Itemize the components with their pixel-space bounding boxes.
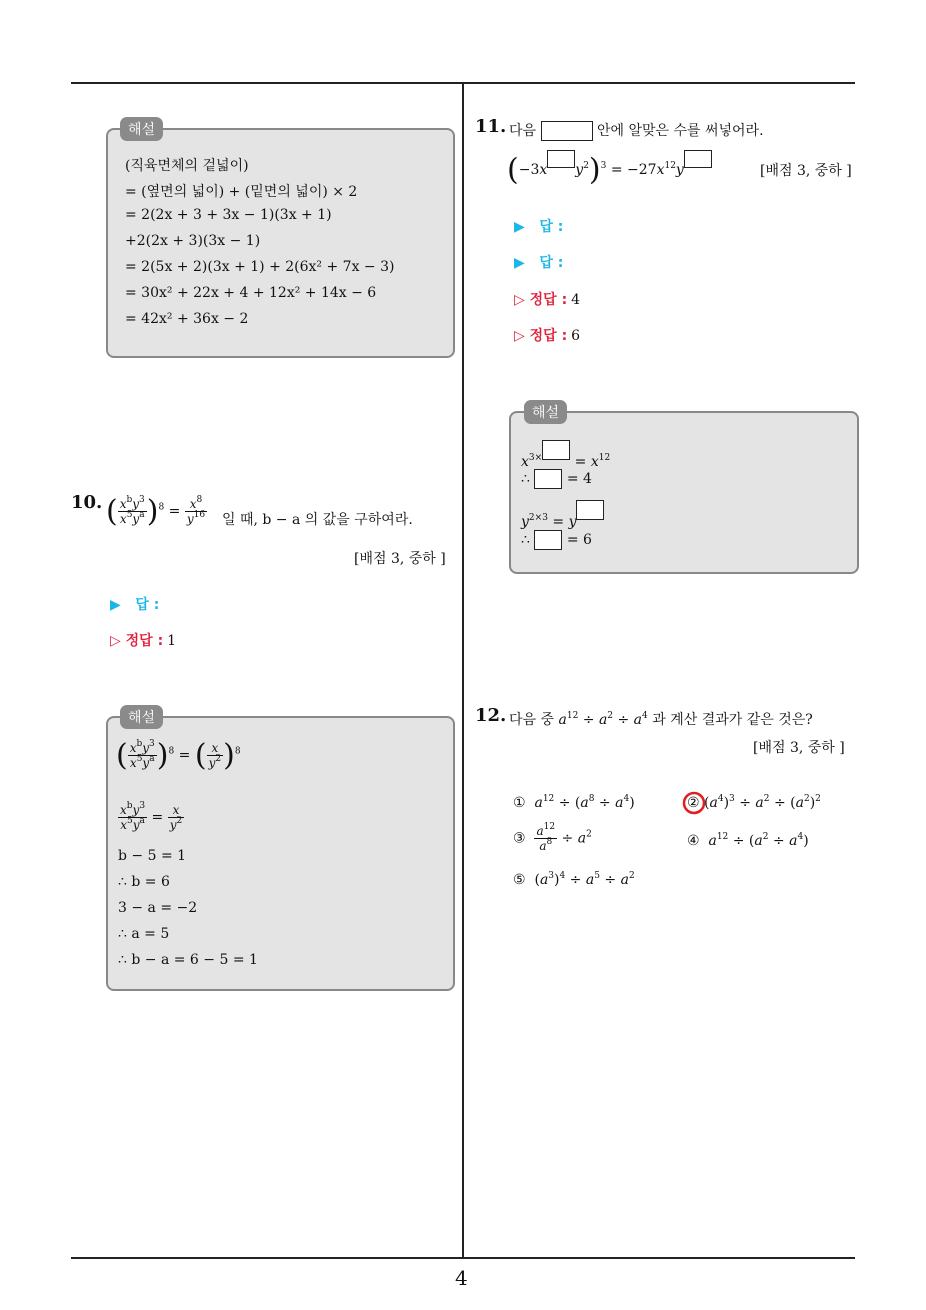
option-marker: ④ (687, 833, 700, 849)
bottom-rule (71, 1257, 855, 1259)
q11-sol-eq3: $y^{2\times 3} = y$ (521, 500, 604, 530)
sol-blank (534, 530, 562, 550)
solution-line: = 30x² + 22x + 4 + 12x² + 14x − 6 (125, 285, 377, 301)
solution-line: +2(2x + 3)(3x − 1) (125, 233, 261, 249)
page-number: 4 (455, 1266, 468, 1290)
option-4[interactable]: ④ $a^{12} \div (a^2 \div a^4)$ (687, 832, 809, 849)
sol-blank (576, 500, 604, 520)
q11-exponent-blank-2[interactable] (684, 150, 712, 168)
q11-correct-row-2: ▷ 정답 : 6 (514, 328, 581, 344)
q10-text: 일 때, b − a 의 값을 구하여라. (222, 512, 413, 528)
solution-line: ∴ a = 5 (118, 926, 170, 942)
solution-tag: 해설 (120, 117, 163, 141)
option-5[interactable]: ⑤ $(a^3)^4 \div a^5 \div a^2$ (513, 871, 635, 888)
q12-meta: [배점 3, 중하 ] (753, 740, 845, 756)
q11-text (509, 120, 764, 141)
option-marker: ③ (513, 830, 526, 847)
solution-line: = 2(5x + 2)(3x + 1) + 2(6x² + 7x − 3) (125, 259, 395, 275)
correct-label: 정답 : (125, 633, 164, 649)
selected-circle-icon (680, 789, 708, 817)
solution-line: = 2(2x + 3 + 3x − 1)(3x + 1) (125, 207, 332, 223)
q12-text-pre: 다음 중 (509, 712, 555, 728)
q11-sol-eq2: ∴ = 4 (521, 471, 592, 487)
question-number-10: 10. (71, 492, 103, 513)
q11-sol-eq4: ∴ = 6 (521, 532, 592, 548)
q10-meta: [배점 3, 중하 ] (354, 551, 446, 567)
sol-blank (542, 440, 570, 460)
option-marker: ① (513, 795, 526, 811)
question-number-11: 11. (475, 116, 507, 137)
solution-line: = 42x² + 36x − 2 (125, 311, 249, 327)
question-number-12: 12. (475, 705, 507, 726)
solution-line: 3 − a = −2 (118, 900, 198, 916)
q10-correct-row: ▷ 정답 : 1 (110, 633, 177, 649)
option-2[interactable]: ② $(a^4)^3 \div a^2 \div (a^2)^2$ (687, 795, 821, 811)
sol-blank (534, 469, 562, 489)
q11-blank-box[interactable] (541, 121, 593, 141)
q11-answer-row-2: ▶ 답 : (514, 255, 564, 271)
option-3[interactable]: ③ $\frac{a^{12}}{a^8}$ ÷ $a^2$ (513, 822, 592, 853)
q10-answer-row: ▶ 답 : (110, 597, 160, 613)
q11-meta: [배점 3, 중하 ] (760, 163, 852, 179)
answer-label: 답 : (539, 219, 564, 235)
q12-text: 다음 중 $a^{12} \div a^2 \div a^4$ 과 계산 결과가 같은 것은? (509, 711, 813, 728)
correct-label: 정답 : (529, 328, 568, 344)
solution-line: b − 5 = 1 (118, 848, 187, 864)
q12-text-post: 과 계산 결과가 같은 것은? (652, 712, 813, 728)
sol-value: = 6 (566, 532, 592, 548)
correct-value: 6 (571, 328, 581, 344)
solution-tag: 해설 (524, 400, 567, 424)
column-divider (462, 82, 464, 1258)
answer-label: 답 : (539, 255, 564, 271)
correct-value: 1 (167, 633, 177, 649)
q10-sol-eq1: ( $\frac{x^by^3}{x^5y^a}$ )$^8$ = ( $\frac{x}{y^2}$ )$^8$ (116, 738, 241, 773)
q11-text-post: 안에 알맞은 수를 써넣어라. (596, 123, 764, 139)
q11-answer-row-1: ▶ 답 : (514, 219, 564, 235)
q11-correct-row-1: ▷ 정답 : 4 (514, 292, 581, 308)
solution-line: (직육면체의 겉넓이) (125, 158, 249, 174)
option-marker: ② (687, 795, 700, 811)
q11-exponent-blank[interactable] (547, 150, 575, 168)
solution-tag: 해설 (120, 705, 163, 729)
q10-sol-eq2: $\frac{x^by^3}{x^5y^a}$ = $\frac{x}{y^2}$ (120, 801, 183, 832)
q10-equation: ( $\frac{x^by^3}{x^5y^a}$ )$^8$ = $\frac{x^8}{y^{16}}$ (106, 494, 206, 529)
correct-value: 4 (571, 292, 581, 308)
q11-text-pre: 다음 (509, 123, 537, 139)
solution-line: ∴ b = 6 (118, 874, 170, 890)
solution-line: ∴ b − a = 6 − 5 = 1 (118, 952, 258, 968)
answer-label: 답 : (135, 597, 160, 613)
solution-line: = (옆면의 넓이) + (밑면의 넓이) × 2 (125, 184, 358, 200)
correct-label: 정답 : (529, 292, 568, 308)
q11-equation: (−3x $y^2)^3 = -27x^{12}y$ (507, 150, 712, 188)
q11-sol-eq1: $x^{3\times} = x^{12}$ (521, 440, 610, 470)
option-marker: ⑤ (513, 872, 526, 888)
option-1[interactable]: ① $a^{12} \div (a^8 \div a^4)$ (513, 794, 635, 811)
sol-value: = 4 (566, 471, 592, 487)
